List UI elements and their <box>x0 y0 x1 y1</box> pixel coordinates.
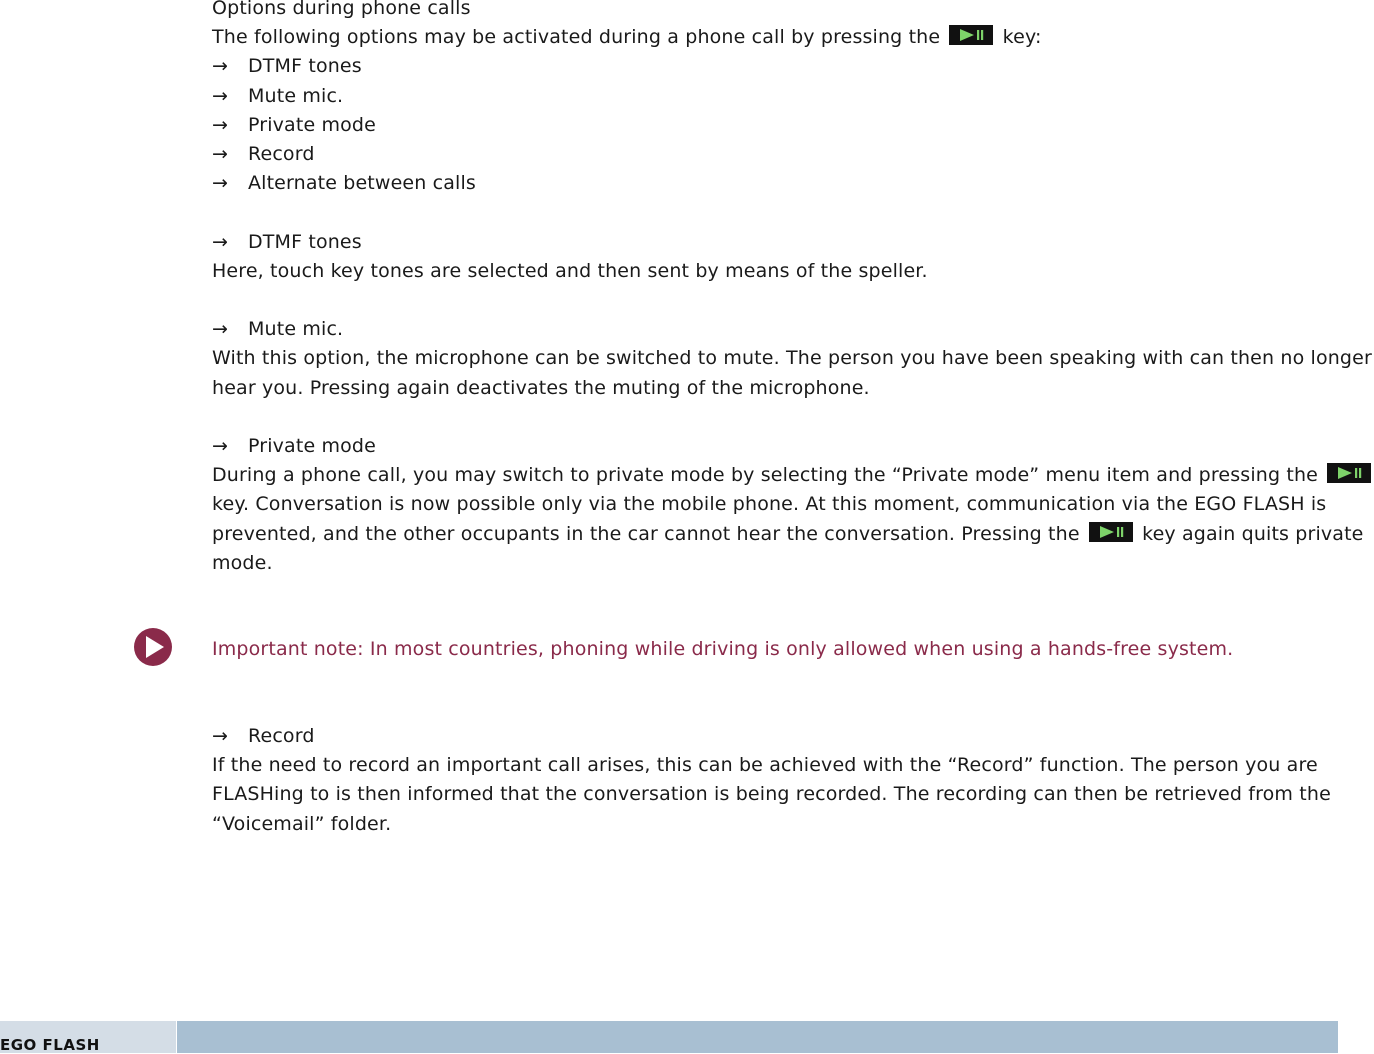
section-title-text: Private mode <box>248 435 376 457</box>
option-item-alternate <box>212 169 1338 198</box>
footer-bar-right <box>177 1021 1338 1053</box>
option-label: DTMF tones <box>248 55 362 78</box>
intro-text-end: key: <box>1002 26 1042 49</box>
record-description-line: “Voicemail” folder. <box>212 812 392 835</box>
record-section <box>212 722 1338 839</box>
private-text-end: key again quits private <box>1142 522 1364 545</box>
option-label: Private mode <box>248 113 376 136</box>
note-label: Important note: <box>212 638 364 660</box>
section-title-text: DTMF tones <box>248 230 362 253</box>
option-item-private <box>212 111 1338 140</box>
arrow-icon: → <box>212 172 229 195</box>
option-label: Mute mic. <box>248 84 344 107</box>
arrow-icon: → <box>212 725 229 747</box>
section-title-record <box>212 722 1338 751</box>
spacer <box>212 403 1338 432</box>
option-item-record <box>212 140 1338 169</box>
arrow-icon: → <box>212 435 229 457</box>
option-label: Alternate between calls <box>248 172 476 195</box>
note-text: In most countries, phoning while driving is only allowed when using a hands-free system. <box>363 638 1234 660</box>
option-item-dtmf <box>212 52 1338 81</box>
arrow-icon: → <box>212 143 229 166</box>
section-title-text: Record <box>248 725 315 747</box>
important-note <box>212 635 1233 664</box>
spacer <box>212 198 1338 227</box>
arrow-icon: → <box>212 55 229 78</box>
footer-product-name: EGO FLASH <box>0 1036 100 1054</box>
private-description-line <box>212 520 1364 549</box>
section-title-text: Mute mic. <box>248 318 344 341</box>
main-content <box>212 0 1372 578</box>
arrow-icon: → <box>212 113 229 136</box>
section-title-private <box>212 432 1338 461</box>
play-pause-key-icon <box>1327 463 1371 483</box>
arrow-icon: → <box>212 318 229 341</box>
private-description-line: key. Conversation is now possible only via the mobile phone. At this moment, communication via the EGO FLASH is <box>212 493 1327 516</box>
play-circle-icon <box>133 627 173 667</box>
play-pause-key-icon <box>1089 522 1133 542</box>
mute-description-line: hear you. Pressing again deactivates the muting of the microphone. <box>212 376 870 399</box>
spacer <box>212 286 1338 315</box>
option-label: Record <box>248 143 315 166</box>
play-pause-key-icon <box>949 25 993 45</box>
private-text: prevented, and the other occupants in the car cannot hear the conversation. Pressing the <box>212 522 1080 545</box>
mute-description-line: With this option, the microphone can be switched to mute. The person you have been speaking with can then no longer <box>212 347 1372 370</box>
arrow-icon: → <box>212 230 229 253</box>
page-heading: Options during phone calls <box>212 0 471 19</box>
option-item-mute <box>212 82 1338 111</box>
intro-paragraph <box>212 23 1338 52</box>
section-title-mute <box>212 315 1338 344</box>
intro-text: The following options may be activated during a phone call by pressing the <box>212 26 941 49</box>
private-description-line <box>212 461 1338 490</box>
section-title-dtmf <box>212 228 1338 257</box>
record-description-line: If the need to record an important call arises, this can be achieved with the “Record” function. The person you are <box>212 754 1318 777</box>
record-description-line: FLASHing to is then informed that the conversation is being recorded. The recording can then be retrieved from the <box>212 783 1331 806</box>
arrow-icon: → <box>212 84 229 107</box>
dtmf-description: Here, touch key tones are selected and then sent by means of the speller. <box>212 259 928 282</box>
private-description-line: mode. <box>212 551 273 574</box>
private-text: During a phone call, you may switch to private mode by selecting the “Private mode” menu item and pressing the <box>212 464 1319 487</box>
